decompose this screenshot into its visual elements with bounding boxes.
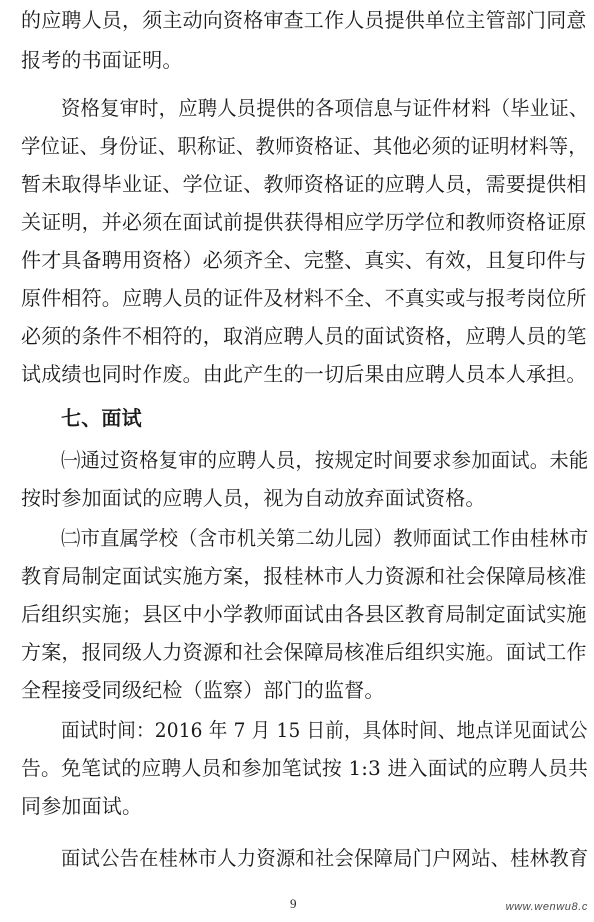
text-line: 关证明，并必须在面试前提供获得相应学历学位和教师资格证原 [21, 210, 587, 234]
text-line: 方案，报同级人力资源和社会保障局核准后组织实施。面试工作 [21, 640, 587, 664]
watermark: www.wenwu8.c [505, 901, 588, 913]
text-line: 教育局制定面试实施方案，报桂林市人力资源和社会保障局核准 [21, 564, 587, 588]
text-line: 学位证、身份证、职称证、教师资格证、其他必须的证明材料等， [21, 134, 588, 158]
text-line: 面试时间：2016 年 7 月 15 日前，具体时间、地点详见面试公 [61, 718, 588, 742]
text-line: 全程接受同级纪检（监察）部门的监督。 [21, 678, 385, 702]
section-heading: 七、面试 [61, 406, 142, 430]
text-line: 必须的条件不相符的，取消应聘人员的面试资格，应聘人员的笔 [21, 324, 587, 348]
text-line: ㈠通过资格复审的应聘人员，按规定时间要求参加面试。未能 [61, 448, 589, 472]
text-line: 件才具备聘用资格）必须齐全、完整、真实、有效，且复印件与 [21, 248, 587, 272]
text-line: ㈡市直属学校（含市机关第二幼儿园）教师面试工作由桂林市 [61, 526, 589, 550]
text-line: 的应聘人员，须主动向资格审查工作人员提供单位主管部门同意 [21, 8, 587, 32]
text-line: 按时参加面试的应聘人员，视为自动放弃面试资格。 [21, 486, 486, 510]
text-line: 资格复审时，应聘人员提供的各项信息与证件材料（毕业证、 [61, 96, 589, 120]
text-line: 暂未取得毕业证、学位证、教师资格证的应聘人员，需要提供相 [21, 172, 587, 196]
text-line: 告。免笔试的应聘人员和参加笔试按 1:3 进入面试的应聘人员共 [21, 756, 589, 780]
text-line: 面试公告在桂林市人力资源和社会保障局门户网站、桂林教育 [61, 846, 589, 870]
text-line: 试成绩也同时作废。由此产生的一切后果由应聘人员本人承担。 [21, 362, 587, 386]
text-line: 同参加面试。 [21, 794, 143, 818]
page-number: 9 [290, 896, 297, 911]
text-line: 原件相符。应聘人员的证件及材料不全、不真实或与报考岗位所 [21, 286, 587, 310]
text-line: 报考的书面证明。 [21, 48, 183, 72]
text-line: 后组织实施；县区中小学教师面试由各县区教育局制定面试实施 [21, 602, 587, 626]
